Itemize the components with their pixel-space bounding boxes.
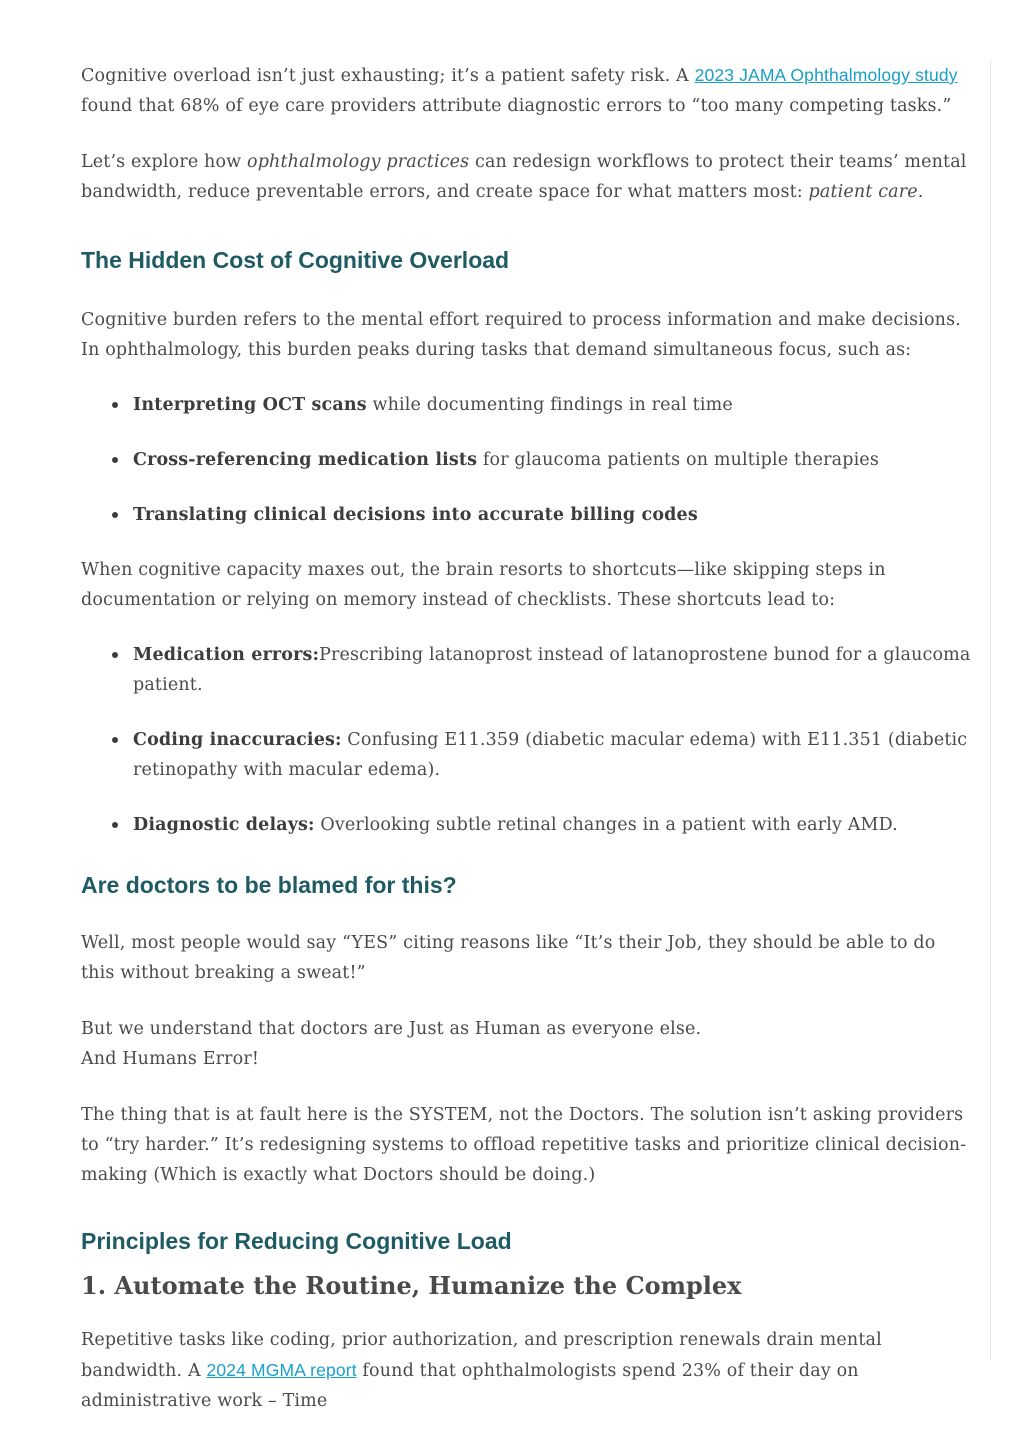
list-item-text: for glaucoma patients on multiple therapies [477,450,879,470]
list-item-text: Prescribing latanoprost instead of latanoprostene bunod for a glaucoma patient. [133,645,971,695]
list-item [81,810,971,840]
list-item-bold: Diagnostic delays: [133,815,315,835]
mgma-report-link[interactable]: 2024 MGMA report [206,1360,357,1380]
section-heading-blame: Are doctors to be blamed for this? [81,872,457,898]
bullet-icon [112,512,118,518]
right-border-rule [990,60,991,1360]
section2-line-2: And Humans Error! [81,1049,260,1069]
section3-text-start: Repetitive tasks like coding, prior authorization, and prescription renewals drain mental bandwidth. A [81,1330,882,1381]
list-item-bold: Interpreting OCT scans [133,395,367,415]
intro-text-end: found that 68% of eye care providers attribute diagnostic errors to “too many competing tasks.” [81,96,952,116]
list-item-bold: Medication errors: [133,645,320,665]
jama-study-link[interactable]: 2023 JAMA Ophthalmology study [694,65,958,85]
intro-paragraph-1 [81,60,971,121]
bullet-icon [112,822,118,828]
section2-paragraph-3: The thing that is at fault here is the SYSTEM, not the Doctors. The solution isn’t asking providers to “try harder.” It’s redesigning systems to offload repetitive tasks and prioritize clinical decision-making (Which is exactly what Doctors should be doing.) [81,1105,967,1185]
intro-paragraph-2 [81,147,971,207]
section-heading-hidden-cost: The Hidden Cost of Cognitive Overload [81,247,510,273]
intro2-text-start: Let’s explore how [81,152,248,172]
list-item [81,725,971,785]
list-item [81,390,971,420]
intro2-emphasis-2: patient care. [808,182,924,202]
intro-text-start: Cognitive overload isn’t just exhausting; it’s a patient safety risk. A [81,66,695,86]
list-item [81,500,971,530]
section-heading-principles: Principles for Reducing Cognitive Load [81,1228,512,1254]
bullet-icon [112,652,118,658]
list-item-bold: Coding inaccuracies: [133,730,342,750]
tasks-list [81,390,971,530]
list-item-bold: Cross-referencing medication lists [133,450,478,470]
section3-paragraph-1 [81,1325,971,1416]
section3-text-end: found that ophthalmologists spend 23% of their day on administrative work – Time [81,1361,859,1411]
article-content [81,60,971,1416]
list-item-text: Confusing E11.359 (diabetic macular edema) with E11.351 (diabetic retinopathy with macular edema). [133,730,968,780]
list-item [81,640,971,700]
list-item-text: while documenting findings in real time [366,395,733,415]
consequences-list [81,640,971,840]
list-item-text: Overlooking subtle retinal changes in a patient with early AMD. [314,815,898,835]
section2-line-1: But we understand that doctors are Just as Human as everyone else. [81,1019,702,1039]
section2-paragraph-1: Well, most people would say “YES” citing reasons like “It’s their Job, they should be able to do this without breaking a sweat!” [81,933,936,983]
section1-paragraph-2: When cognitive capacity maxes out, the brain resorts to shortcuts—like skipping steps in documentation or relying on memory instead of checklists. These shortcuts lead to: [81,560,886,610]
principle-subheading-1: 1. Automate the Routine, Humanize the Complex [81,1271,742,1300]
intro2-text-mid: can redesign workflows to protect their teams’ mental bandwidth, reduce preventable errors, and create space for what matters most: [81,152,967,202]
list-item [81,445,971,475]
section2-paragraph-2 [81,1014,971,1074]
bullet-icon [112,457,118,463]
bullet-icon [112,402,118,408]
list-item-bold: Translating clinical decisions into accurate billing codes [133,505,698,525]
intro2-emphasis: ophthalmology practices [247,152,470,172]
bullet-icon [112,737,118,743]
section1-paragraph-1: Cognitive burden refers to the mental effort required to process information and make decisions. In ophthalmology, this burden peaks during tasks that demand simultaneous focus, such as: [81,310,961,360]
